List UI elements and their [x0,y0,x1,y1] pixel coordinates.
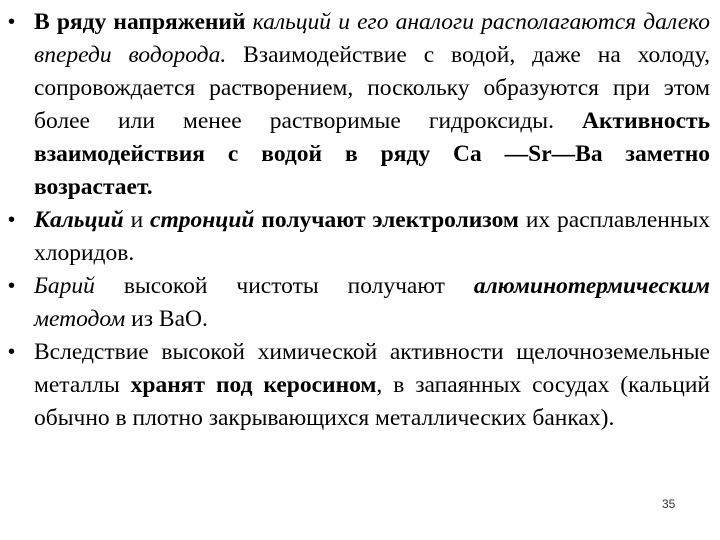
bullet-item [0,6,720,204]
text-segment: хранят под керосином [130,372,377,398]
text-segment: Кальций [34,207,124,233]
text-segment: алюминотермическим [473,273,710,299]
text-segment: Барий [34,273,95,299]
text-segment: их расплавленных хлоридов. [34,207,710,266]
text-segment: Вследствие высокой химической активности щелочноземельные металлы [34,339,710,398]
text-segment: методом [34,306,126,332]
text-segment: получают электролизом [261,207,519,233]
bullet-dot-icon: • [8,11,16,33]
text-segment: Активность взаимодействия с водой в ряду Са —Sr—Ва заметно возрастает. [34,108,710,200]
text-segment: из ВаО. [125,306,208,332]
bullet-dot-icon: • [8,341,16,363]
text-segment: высокой чистоты получают [94,273,474,299]
text-segment: В ряду напряжений [34,9,246,35]
bullet-item [0,270,720,336]
text-segment: и [123,207,151,233]
bullet-dot-icon: • [8,275,16,297]
bullet-list [0,6,720,435]
bullet-item [0,336,720,435]
text-segment: Взаимодействие с водой, даже на холоду, сопровождается растворением, поскольку образуются при этом более или менее растворимые гидроксиды. [34,42,710,134]
bullet-dot-icon: • [8,209,16,231]
text-segment: , в запаянных сосудах (кальций обычно в плотно закрывающихся металлических банках). [34,372,710,431]
text-segment: стронций [150,207,255,233]
text-segment: кальций и его аналоги располагаются далеко впереди водорода. [34,9,710,68]
bullet-item [0,204,720,270]
page-number: 35 [662,497,676,511]
